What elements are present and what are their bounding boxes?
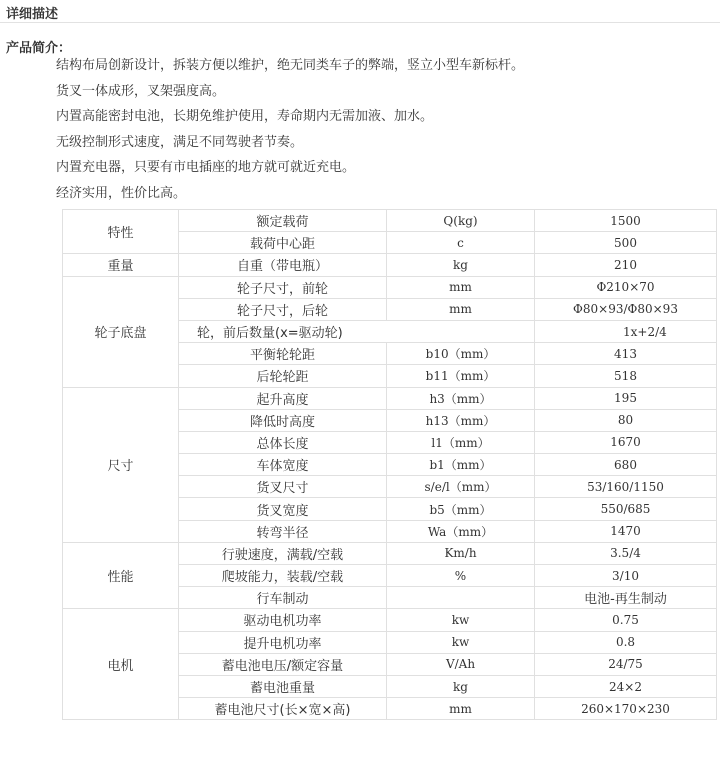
spec-value: 195 xyxy=(535,387,717,409)
title-divider xyxy=(0,22,720,23)
category-motor: 电机 xyxy=(63,609,179,720)
spec-value: 680 xyxy=(535,454,717,476)
spec-unit: kg xyxy=(387,675,535,697)
spec-value: 413 xyxy=(535,343,717,365)
spec-table xyxy=(62,209,717,720)
spec-value: 3/10 xyxy=(535,565,717,587)
spec-value: 518 xyxy=(535,365,717,387)
spec-value: Φ210×70 xyxy=(535,276,717,298)
spec-unit: s/e/l（mm） xyxy=(387,476,535,498)
spec-name: 平衡轮轮距 xyxy=(179,343,387,365)
spec-name: 轮，前后数量(x=驱动轮) xyxy=(179,320,535,342)
spec-name: 行车制动 xyxy=(179,587,387,609)
spec-value: 500 xyxy=(535,232,717,254)
spec-value: 0.75 xyxy=(535,609,717,631)
spec-name: 蓄电池重量 xyxy=(179,675,387,697)
category-weight: 重量 xyxy=(63,254,179,276)
spec-unit: b5（mm） xyxy=(387,498,535,520)
intro-item: 结构布局创新设计，拆装方便以维护，绝无同类车子的弊端，竖立小型车新标杆。 xyxy=(56,58,525,73)
spec-unit: mm xyxy=(387,276,535,298)
intro-item: 经济实用，性价比高。 xyxy=(56,185,187,201)
spec-unit: b1（mm） xyxy=(387,454,535,476)
table-row xyxy=(63,276,717,298)
spec-value: Φ80×93/Φ80×93 xyxy=(535,298,717,320)
table-row xyxy=(63,254,717,276)
spec-value: 53/160/1150 xyxy=(535,476,717,498)
category-features: 特性 xyxy=(63,210,179,254)
table-row xyxy=(63,210,717,232)
intro-item: 内置充电器，只要有市电插座的地方就可就近充电。 xyxy=(56,160,356,176)
spec-value: 210 xyxy=(535,254,717,276)
spec-unit: mm xyxy=(387,298,535,320)
intro-item: 内置高能密封电池，长期免维护使用，寿命期内无需加液、加水。 xyxy=(56,109,434,125)
spec-value: 24×2 xyxy=(535,675,717,697)
intro-heading: 产品简介： xyxy=(6,41,72,56)
spec-name: 额定载荷 xyxy=(179,210,387,232)
spec-name: 货叉尺寸 xyxy=(179,476,387,498)
spec-value: 1x+2/4 xyxy=(535,320,717,342)
spec-unit: V/Ah xyxy=(387,653,535,675)
spec-unit: c xyxy=(387,232,535,254)
spec-name: 降低时高度 xyxy=(179,409,387,431)
spec-name: 总体长度 xyxy=(179,431,387,453)
intro-item: 无级控制形式速度，满足不同驾驶者节奏。 xyxy=(56,134,304,150)
section-title: 详细描述 xyxy=(6,7,59,22)
spec-value: 1470 xyxy=(535,520,717,542)
spec-value: 80 xyxy=(535,409,717,431)
spec-unit: kw xyxy=(387,631,535,653)
spec-value: 1500 xyxy=(535,210,717,232)
spec-name: 货叉宽度 xyxy=(179,498,387,520)
spec-name: 轮子尺寸，后轮 xyxy=(179,298,387,320)
spec-name: 蓄电池电压/额定容量 xyxy=(179,653,387,675)
spec-unit xyxy=(387,587,535,609)
spec-value: 1670 xyxy=(535,431,717,453)
spec-unit: kw xyxy=(387,609,535,631)
spec-unit: b11（mm） xyxy=(387,365,535,387)
spec-value: 3.5/4 xyxy=(535,542,717,564)
table-row xyxy=(63,387,717,409)
intro-item: 货叉一体成形，叉架强度高。 xyxy=(56,83,226,99)
spec-name: 蓄电池尺寸(长×宽×高) xyxy=(179,698,387,720)
spec-value: 550/685 xyxy=(535,498,717,520)
spec-value: 0.8 xyxy=(535,631,717,653)
category-wheels: 轮子底盘 xyxy=(63,276,179,387)
spec-unit: Q(kg) xyxy=(387,210,535,232)
spec-name: 爬坡能力，装载/空载 xyxy=(179,565,387,587)
spec-value: 24/75 xyxy=(535,653,717,675)
spec-name: 轮子尺寸，前轮 xyxy=(179,276,387,298)
spec-name: 起升高度 xyxy=(179,387,387,409)
spec-unit: b10（mm） xyxy=(387,343,535,365)
table-row xyxy=(63,542,717,564)
spec-name: 提升电机功率 xyxy=(179,631,387,653)
spec-name: 车体宽度 xyxy=(179,454,387,476)
spec-unit: l1（mm） xyxy=(387,431,535,453)
category-dimensions: 尺寸 xyxy=(63,387,179,542)
spec-unit: h13（mm） xyxy=(387,409,535,431)
spec-name: 转弯半径 xyxy=(179,520,387,542)
spec-unit: Wa（mm） xyxy=(387,520,535,542)
table-row xyxy=(63,609,717,631)
spec-unit: % xyxy=(387,565,535,587)
intro-list xyxy=(56,53,524,207)
spec-value: 260×170×230 xyxy=(535,698,717,720)
spec-unit: h3（mm） xyxy=(387,387,535,409)
spec-name: 驱动电机功率 xyxy=(179,609,387,631)
spec-unit: Km/h xyxy=(387,542,535,564)
spec-name: 载荷中心距 xyxy=(179,232,387,254)
spec-unit: kg xyxy=(387,254,535,276)
category-performance: 性能 xyxy=(63,542,179,609)
spec-name: 行驶速度，满载/空载 xyxy=(179,542,387,564)
spec-unit: mm xyxy=(387,698,535,720)
spec-name: 自重（带电瓶） xyxy=(179,254,387,276)
spec-name: 后轮轮距 xyxy=(179,365,387,387)
spec-value: 电池-再生制动 xyxy=(535,587,717,609)
